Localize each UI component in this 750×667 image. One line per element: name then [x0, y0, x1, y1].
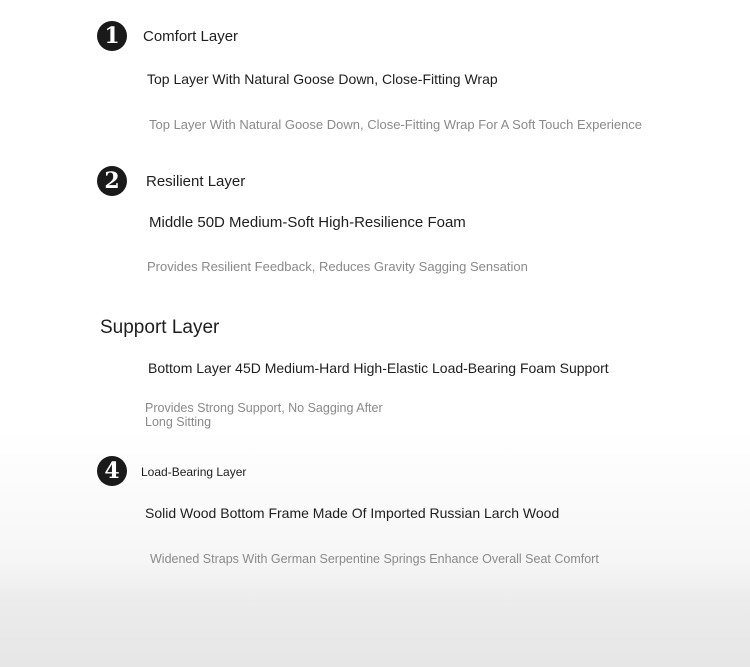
layer-description: Provides Resilient Feedback, Reduces Gravity Sagging Sensation [147, 259, 528, 274]
layer-headline: Top Layer With Natural Goose Down, Close-Fitting Wrap [147, 71, 498, 87]
layer-headline: Bottom Layer 45D Medium-Hard High-Elastic Load-Bearing Foam Support [148, 360, 609, 376]
layer-number-badge: 1 [97, 21, 127, 51]
layer-headline: Solid Wood Bottom Frame Made Of Imported Russian Larch Wood [145, 505, 560, 521]
layer-headline: Middle 50D Medium-Soft High-Resilience Foam [149, 214, 466, 231]
layer-title: Support Layer [100, 317, 220, 338]
layer-description: Top Layer With Natural Goose Down, Close-Fitting Wrap For A Soft Touch Experience [149, 117, 643, 132]
layer-description: Provides Strong Support, No Sagging After Long Sitting [145, 401, 383, 429]
layer-title: Resilient Layer [146, 173, 246, 190]
layer-number-badge: 4 [97, 456, 127, 486]
layer-title: Load-Bearing Layer [141, 465, 247, 479]
layer-description: Widened Straps With German Serpentine Springs Enhance Overall Seat Comfort [150, 552, 599, 566]
layer-title: Comfort Layer [143, 28, 239, 45]
layer-number-badge: 2 [97, 166, 127, 196]
